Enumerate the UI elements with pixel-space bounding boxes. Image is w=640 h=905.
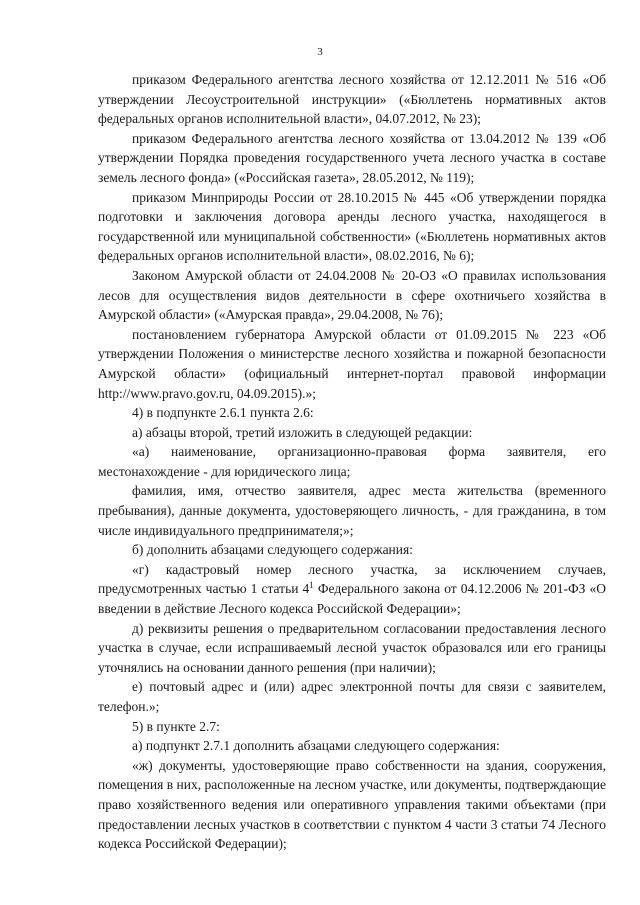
paragraph-g xyxy=(98,560,606,619)
paragraph: б) дополнить абзацами следующего содержания: xyxy=(132,542,413,558)
paragraph: 5) в пункте 2.7: xyxy=(132,718,220,734)
paragraph: фамилия, имя, отчество заявителя, адрес места жительства (временного пребывания), данные документа, удостоверяющего личность, - для гражданина, в том числе индивидуального предпринимателя;»; xyxy=(98,483,606,538)
paragraph: постановлением губернатора Амурской области от 01.09.2015 № 223 «Об утверждении Положения о министерстве лесного хозяйства и пожарной безопасности Амурской области» (официальный интернет-портал правовой информации http://www.pravo.gov.ru, 04.09.2015).»; xyxy=(98,326,606,401)
paragraph: а) подпункт 2.7.1 дополнить абзацами следующего содержания: xyxy=(132,738,500,754)
paragraph-g-text-rest: Федерального закона от 04.12.2006 № 201-ФЗ «О введении в действие Лесного кодекса Российской Федерации»; xyxy=(98,581,606,617)
paragraph: «а) наименование, организационно-правовая форма заявителя, его местонахождение - для юридического лица; xyxy=(98,444,606,479)
page-number: 3 xyxy=(317,46,323,58)
paragraph: Законом Амурской области от 24.04.2008 № 20-ОЗ «О правилах использования лесов для осуществления видов деятельности в сфере охотничьего хозяйства в Амурской области» («Амурская правда», 29.04.2008, № 76); xyxy=(98,267,606,323)
paragraph: приказом Федерального агентства лесного хозяйства от 13.04.2012 № 139 «Об утверждении Порядка проведения государственного учета лесного участка в составе земель лесного фонда» («Российская газета», 28.05.2012, № 119); xyxy=(98,130,606,185)
paragraph: 4) в подпункте 2.6.1 пункта 2.6: xyxy=(132,405,314,421)
paragraph: а) абзацы второй, третий изложить в следующей редакции: xyxy=(132,424,473,440)
paragraph: д) реквизиты решения о предварительном согласовании предоставления лесного участка в случае, если испрашиваемый лесной участок образовался или его границы уточнялись на основании данного решения (при наличии); xyxy=(98,620,606,675)
paragraph: приказом Минприроды России от 28.10.2015 № 445 «Об утверждении порядка подготовки и заключения договора аренды лесного участка, находящегося в государственной или муниципальной собственности» («Бюллетень нормативных актов федеральных органов исполнительной власти», 08.02.2016, № 6); xyxy=(98,189,606,264)
paragraph-g-text: «г) кадастровый номер лесного участка, за исключением случаев, предусмотренных частью 1 статьи 4 xyxy=(98,561,606,597)
document-body xyxy=(98,70,606,854)
superscript-index: 1 xyxy=(309,580,314,591)
paragraph: приказом Федерального агентства лесного хозяйства от 12.12.2011 № 516 «Об утверждении Лесоустроительной инструкции» («Бюллетень нормативных актов федеральных органов исполнительной власти», 04.07.2012, № 23); xyxy=(98,72,606,127)
paragraph: е) почтовый адрес и (или) адрес электронной почты для связи с заявителем, телефон.»; xyxy=(98,679,606,714)
paragraph: «ж) документы, удостоверяющие право собственности на здания, сооружения, помещения в них, расположенные на лесном участке, или документы, подтверждающие право хозяйственного ведения или оперативного управления такими объектами (при предоставлении лесных участков в соответствии с пунктом 4 части 3 статьи 74 Лесного кодекса Российской Федерации); xyxy=(98,757,606,852)
